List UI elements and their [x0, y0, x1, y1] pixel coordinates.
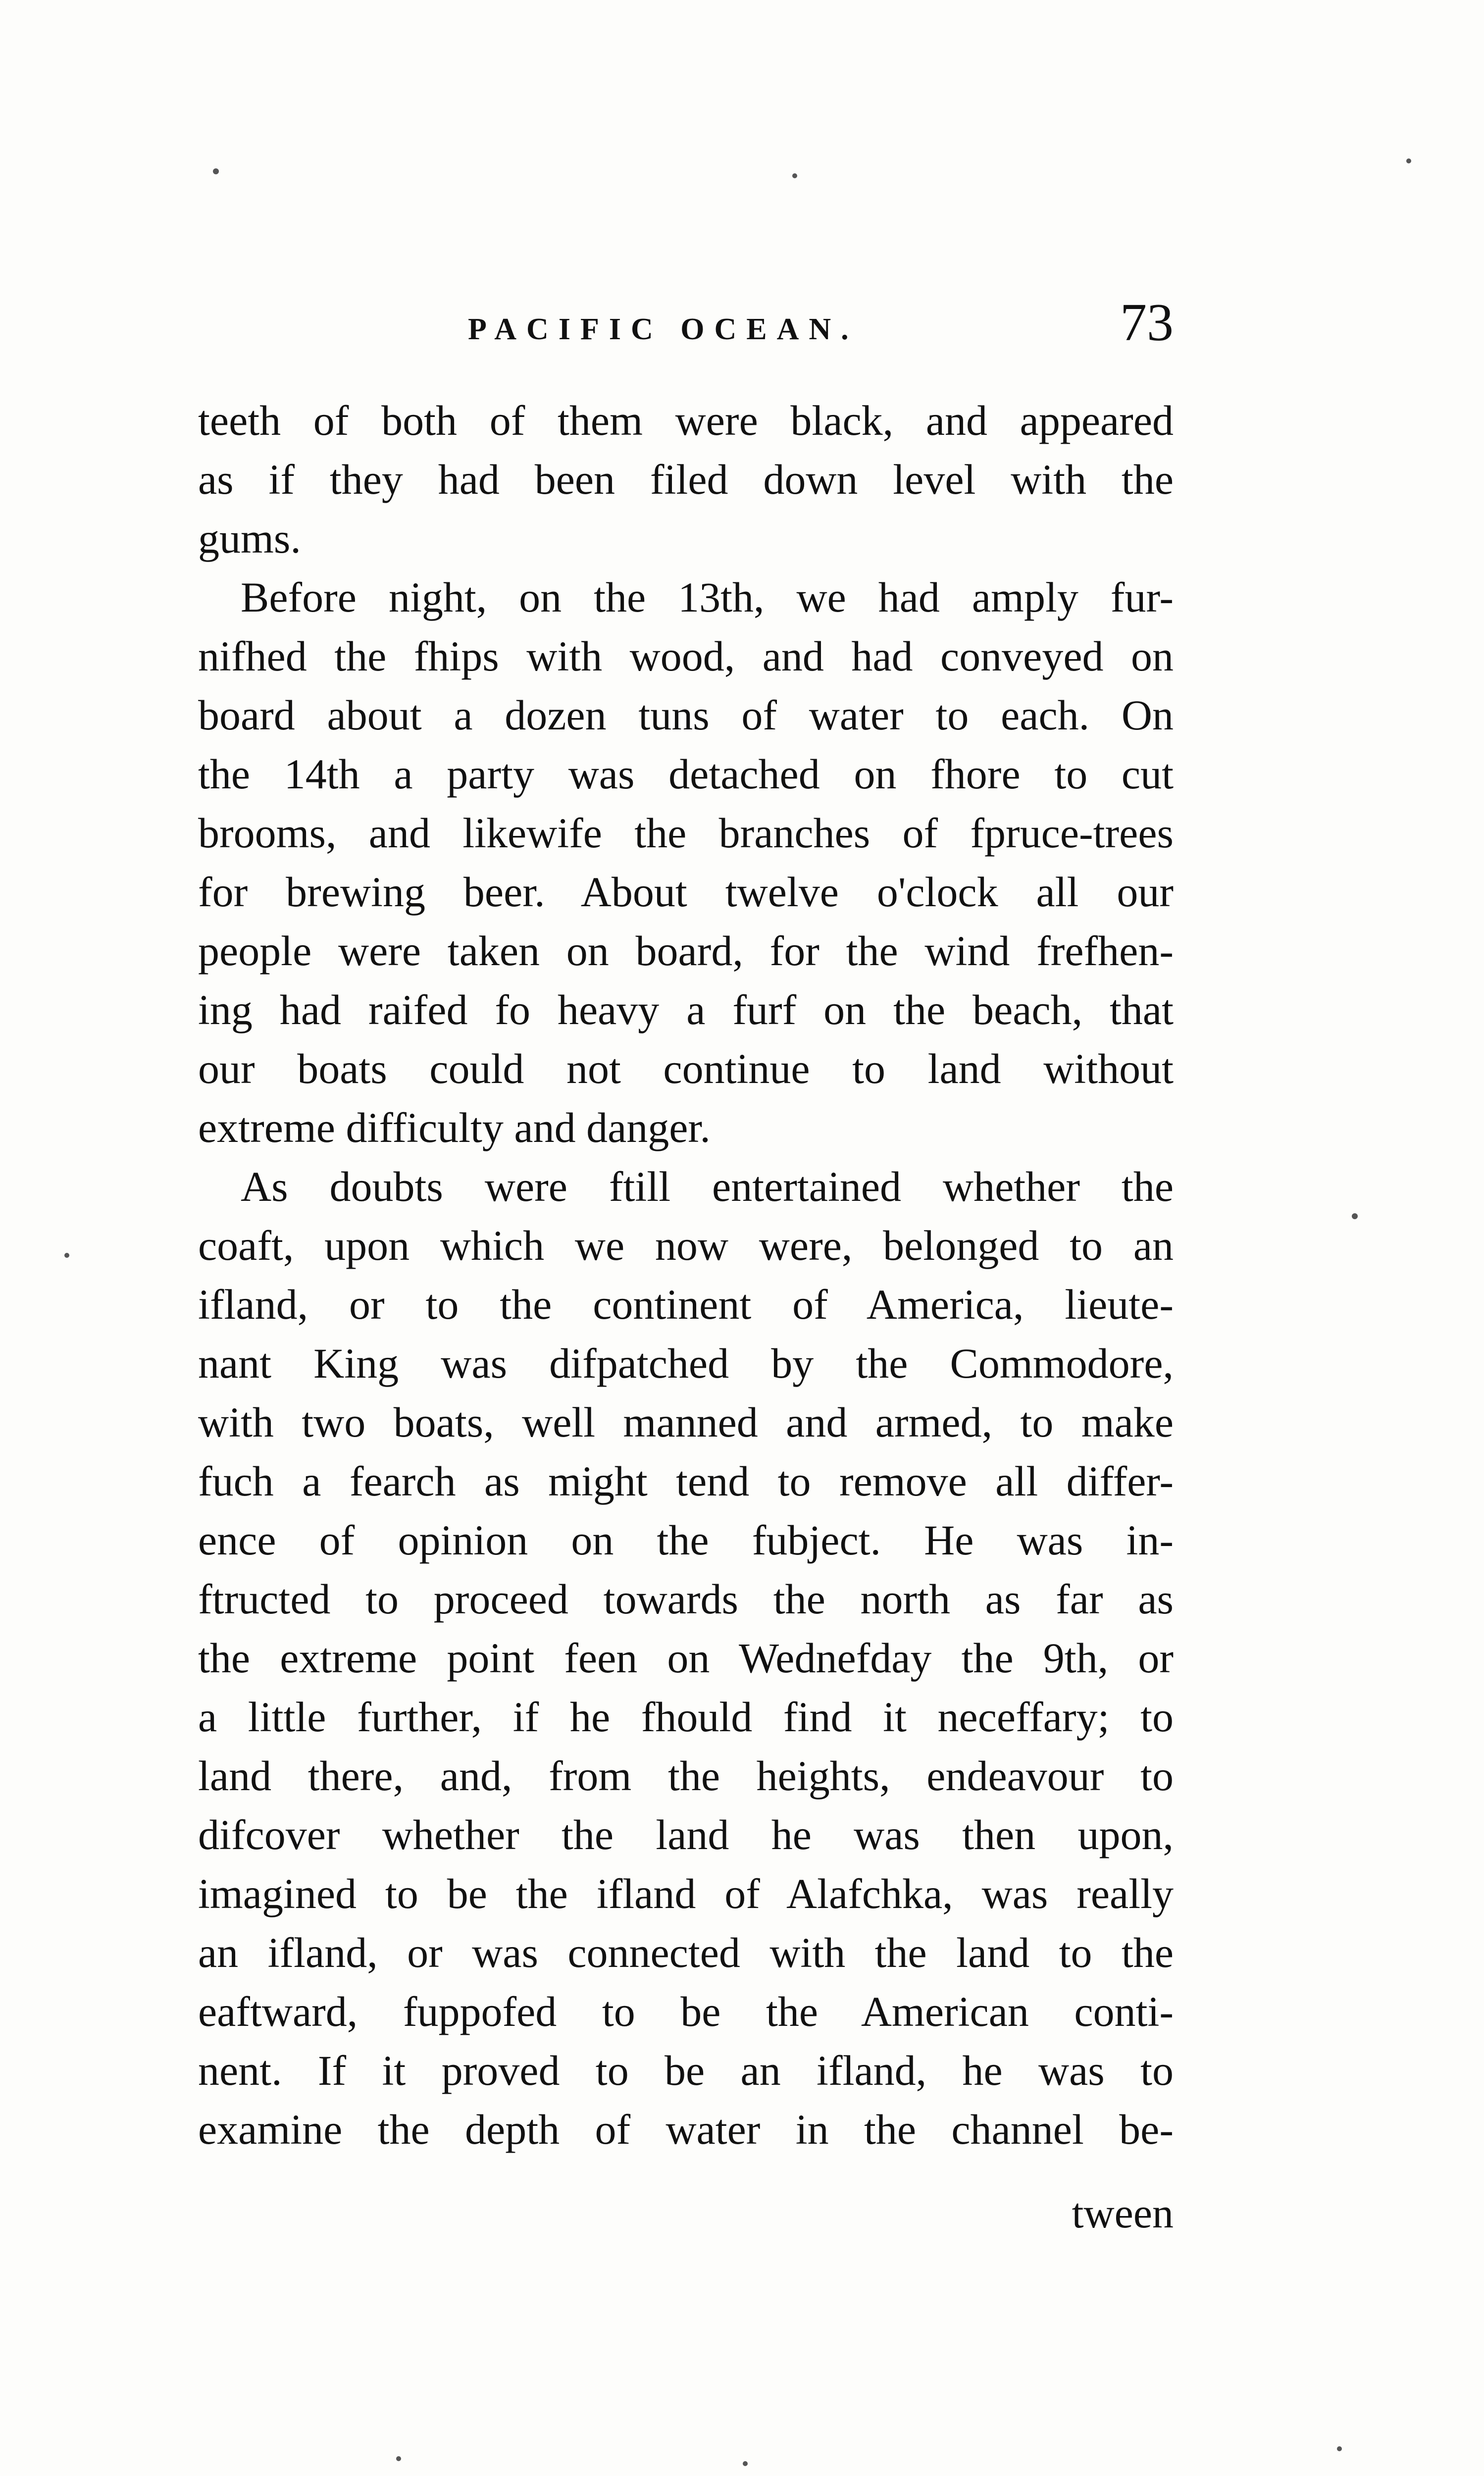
running-title: PACIFIC OCEAN.	[468, 312, 859, 346]
text-line: nifhed the fhips with wood, and had conveyed on	[198, 632, 1174, 680]
text-line: teeth of both of them were black, and appeared	[198, 397, 1174, 444]
text-line: nent. If it proved to be an ifland, he was to	[198, 2047, 1174, 2094]
text-line: a little further, if he fhould find it neceffary; to	[198, 1693, 1174, 1741]
text-line: imagined to be the ifland of Alafchka, was really	[198, 1870, 1174, 1917]
catchword: tween	[1072, 2189, 1174, 2237]
text-line: with two boats, well manned and armed, to make	[198, 1398, 1174, 1446]
text-line: ftructed to proceed towards the north as far as	[198, 1575, 1174, 1623]
text-line: board about a dozen tuns of water to each. On	[198, 691, 1174, 739]
text-line: the extreme point feen on Wednefday the 9th, or	[198, 1634, 1174, 1682]
text-line: difcover whether the land he was then upon,	[198, 1811, 1174, 1858]
running-head	[198, 292, 1174, 366]
text-line: fuch a fearch as might tend to remove all differ-	[198, 1457, 1174, 1505]
text-line: coaft, upon which we now were, belonged to an	[198, 1222, 1174, 1269]
page-number: 73	[1120, 293, 1174, 352]
scan-speck	[1406, 158, 1411, 163]
text-line: Before night, on the 13th, we had amply fur-	[241, 573, 1174, 621]
text-line: for brewing beer. About twelve o'clock all our	[198, 868, 1174, 916]
text-line: nant King was difpatched by the Commodore,	[198, 1340, 1174, 1387]
text-line: our boats could not continue to land without	[198, 1045, 1174, 1092]
scan-speck	[792, 173, 797, 178]
scan-speck	[743, 2461, 748, 2466]
scan-speck	[396, 2456, 401, 2461]
text-line: the 14th a party was detached on fhore to cut	[198, 750, 1174, 798]
text-line: extreme difficulty and danger.	[198, 1104, 711, 1151]
scan-speck	[64, 1253, 69, 1258]
text-line: land there, and, from the heights, endeavour to	[198, 1752, 1174, 1800]
body-text	[198, 391, 1174, 2159]
text-line: an ifland, or was connected with the land to the	[198, 1929, 1174, 1976]
text-line: ence of opinion on the fubject. He was in-	[198, 1516, 1174, 1564]
scan-speck	[213, 168, 219, 174]
text-line: ifland, or to the continent of America, lieute-	[198, 1281, 1174, 1328]
text-line: examine the depth of water in the channel be-	[198, 2106, 1174, 2153]
text-line: people were taken on board, for the wind frefhen-	[198, 927, 1174, 975]
text-line: ing had raifed fo heavy a furf on the beach, that	[198, 986, 1174, 1033]
text-line: As doubts were ftill entertained whether the	[241, 1163, 1174, 1210]
text-line: eaftward, fuppofed to be the American conti-	[198, 1988, 1174, 2035]
scan-speck	[1352, 1213, 1358, 1219]
scan-speck	[1337, 2446, 1342, 2451]
text-line: as if they had been filed down level with the	[198, 456, 1174, 503]
text-line: gums.	[198, 515, 301, 562]
text-line: brooms, and likewife the branches of fpruce-trees	[198, 809, 1174, 857]
